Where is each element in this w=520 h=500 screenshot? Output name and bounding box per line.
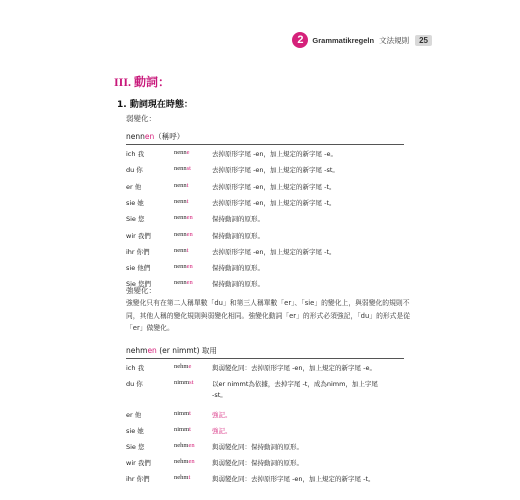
section-title: III. 動詞： — [114, 75, 171, 89]
verb-stem: nehm — [174, 442, 189, 449]
verb-stem: nimm — [174, 426, 190, 433]
verb-stem: nenn — [174, 246, 187, 254]
verb-ending: t — [186, 197, 189, 205]
chapter-subtitle: 文法規則 — [379, 35, 410, 45]
verb-form — [174, 410, 191, 417]
weak-verb-heading — [126, 131, 404, 145]
verb-form — [174, 182, 188, 189]
table-row — [126, 165, 416, 177]
chapter-title: Grammatikregeln — [312, 35, 375, 45]
verb-ending: t — [186, 246, 189, 254]
rule-description: 保持動詞的原形。 — [212, 215, 264, 224]
table-row — [126, 379, 416, 391]
verb-ending: e — [188, 363, 192, 370]
verb-stem: nenn — [174, 230, 187, 238]
verb-stem: nenn — [174, 197, 187, 205]
table-row — [126, 474, 416, 486]
du-note-continuation: -st。 — [212, 391, 227, 399]
rule-description: 與弱變化同：去掉原形字尾 -en，加上規定的新字尾 -t。 — [212, 475, 375, 483]
pronoun: ich 我 — [126, 150, 145, 158]
verb-form — [174, 231, 193, 238]
rule-description: 與弱變化同：去掉原形字尾 -en，加上規定的新字尾 -e。 — [212, 364, 376, 372]
verb-form — [174, 263, 193, 270]
subsection-title: 1. 動詞現在時態： — [117, 100, 193, 110]
rule-description: 與弱變化同：保持動詞的原形。 — [212, 459, 303, 467]
verb-form — [174, 247, 188, 254]
table-row — [126, 279, 416, 291]
pronoun: sie 他們 — [126, 264, 151, 273]
verb-ending: en — [186, 263, 193, 271]
table-row — [126, 214, 416, 226]
strong-verb-gloss: (er nimmt) 取用 — [156, 346, 217, 355]
pronoun: ihr 你們 — [126, 475, 150, 483]
pronoun: ihr 你們 — [126, 247, 150, 256]
rule-description: 去掉原形字尾 -en，加上規定的新字尾 -st。 — [212, 166, 339, 175]
weak-verb-stem: nenn — [126, 132, 145, 141]
table-row — [126, 198, 416, 210]
verb-form — [174, 198, 188, 205]
rule-description: 保持動詞的原形。 — [212, 264, 264, 273]
pronoun: wir 我們 — [126, 459, 151, 467]
verb-ending: t — [188, 474, 191, 481]
verb-ending: st — [186, 165, 191, 173]
verb-ending: e — [186, 149, 190, 156]
table-row — [126, 263, 416, 275]
table-row — [126, 182, 416, 194]
verb-form — [174, 426, 191, 433]
verb-form — [174, 442, 195, 449]
strong-verb-heading — [126, 345, 404, 359]
strong-verb-stem: nehm — [126, 346, 148, 355]
verb-stem: nehm — [174, 458, 189, 465]
table-row — [126, 247, 416, 259]
verb-stem: nenn — [174, 279, 187, 287]
verb-ending: st — [189, 379, 194, 386]
verb-form — [174, 279, 193, 286]
pronoun: Sie 您 — [126, 443, 145, 451]
table-row — [126, 149, 416, 161]
chapter-number-badge: 2 — [292, 32, 308, 48]
verb-form — [174, 165, 191, 172]
table-row — [126, 231, 416, 243]
rule-description: 強記。 — [212, 411, 232, 419]
rule-description: 保持動詞的原形。 — [212, 280, 264, 289]
weak-verb-ending: en — [144, 132, 155, 141]
verb-stem: nenn — [174, 181, 187, 189]
strong-label: 強變化： — [126, 286, 156, 295]
strong-verb-ending: en — [147, 346, 157, 355]
page-header — [292, 31, 432, 49]
verb-ending: t — [189, 426, 191, 433]
table-row — [126, 458, 416, 470]
rule-description: 以er nimmt為依據，去掉字尾 -t，成為nimm，加上字尾 — [212, 380, 378, 388]
verb-form — [174, 214, 193, 221]
table-row — [126, 363, 416, 375]
pronoun: ich 我 — [126, 364, 145, 372]
rule-description: 保持動詞的原形。 — [212, 231, 264, 240]
pronoun: er 他 — [126, 411, 142, 419]
verb-ending: en — [188, 442, 195, 449]
verb-form — [174, 149, 190, 156]
pronoun: Sie 您 — [126, 215, 145, 224]
verb-form — [174, 379, 194, 386]
verb-ending: en — [186, 214, 193, 222]
table-row — [126, 410, 416, 422]
verb-ending: en — [186, 279, 193, 287]
pronoun: er 他 — [126, 182, 142, 191]
rule-description: 與弱變化同：保持動詞的原形。 — [212, 443, 303, 451]
verb-stem: nenn — [174, 263, 187, 271]
verb-stem: nenn — [174, 149, 187, 156]
weak-label: 弱變化： — [126, 114, 156, 123]
table-row — [126, 426, 416, 438]
pronoun: du 你 — [126, 380, 143, 388]
verb-ending: en — [188, 458, 195, 465]
rule-description: 去掉原形字尾 -en，加上規定的新字尾 -t。 — [212, 247, 336, 256]
verb-stem: nehm — [174, 474, 189, 481]
page-number: 25 — [415, 35, 432, 46]
verb-stem: nenn — [174, 214, 187, 222]
pronoun: sie 她 — [126, 427, 144, 435]
rule-description: 去掉原形字尾 -en，加上規定的新字尾 -e。 — [212, 150, 337, 158]
verb-form — [174, 474, 190, 481]
verb-ending: en — [186, 230, 193, 238]
weak-verb-gloss: （稱呼） — [154, 132, 185, 141]
table-row — [126, 442, 416, 454]
pronoun: Sie 您們 — [126, 280, 151, 289]
rule-description: 去掉原形字尾 -en，加上規定的新字尾 -t。 — [212, 182, 336, 191]
rule-description: 強記。 — [212, 427, 232, 435]
verb-form — [174, 458, 195, 465]
verb-stem: nimm — [174, 379, 190, 386]
pronoun: sie 她 — [126, 198, 144, 207]
verb-stem: nehm — [174, 363, 189, 370]
verb-stem: nenn — [174, 165, 187, 173]
verb-ending: t — [186, 181, 189, 189]
pronoun: wir 我們 — [126, 231, 151, 240]
rule-description: 去掉原形字尾 -en，加上規定的新字尾 -t。 — [212, 198, 336, 207]
verb-ending: t — [189, 410, 191, 417]
strong-paragraph: 強變化只有在第二人稱單數「du」和第三人稱單數「er」、「sie」的變化上，與弱變化的規則不同，其他人稱的變化規則與弱變化相同。強變化動詞「er」的形式必須強記，「du」的形式是從「er」做變化。 — [126, 299, 411, 332]
verb-stem: nimm — [174, 410, 190, 417]
pronoun: du 你 — [126, 166, 143, 175]
verb-form — [174, 363, 191, 370]
